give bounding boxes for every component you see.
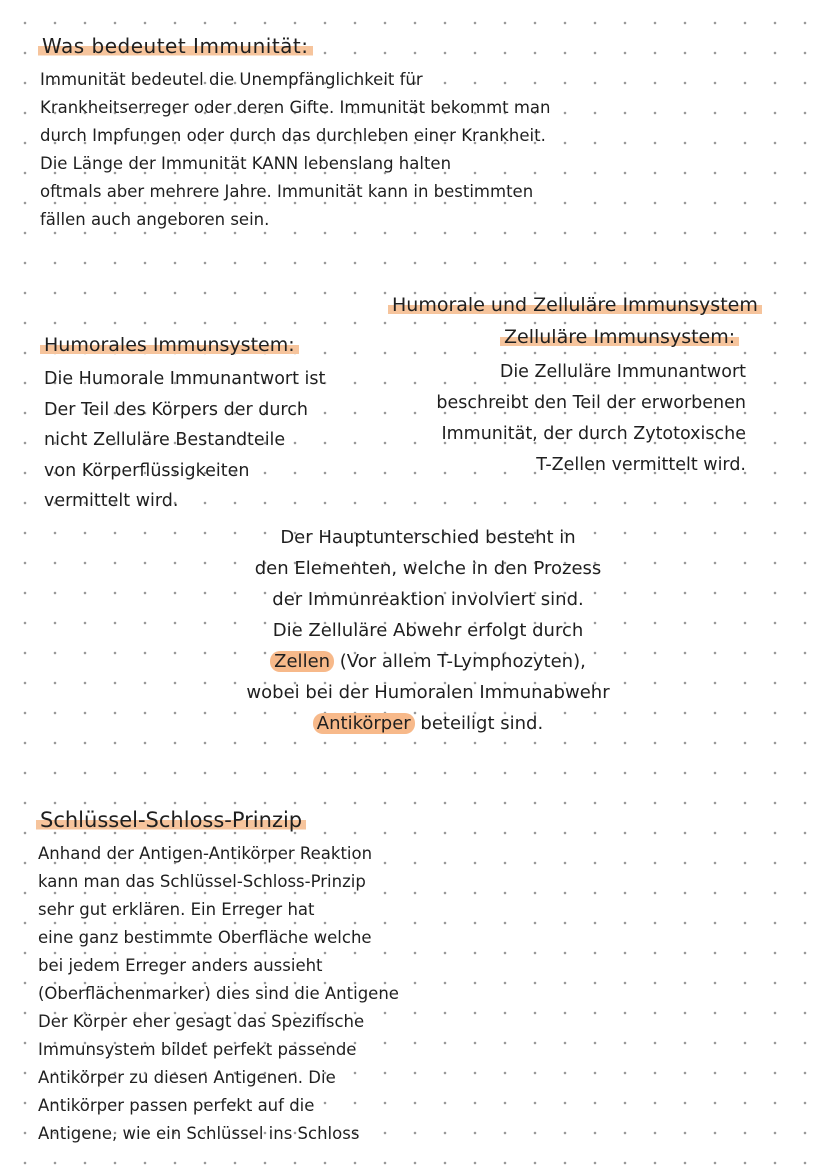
- text-line: bei jedem Erreger anders aussieht: [38, 956, 323, 975]
- text-line: Antikörper zu diesen Antigenen. Die: [38, 1068, 336, 1087]
- text-line: nicht Zelluläre Bestandteile: [44, 430, 286, 450]
- text-line: der Immunreaktion involviert sind.: [272, 589, 584, 610]
- text-line: kann man das Schlüssel-Schloss-Prinzip: [38, 872, 366, 891]
- text-line: Der Hauptunterschied besteht in: [280, 527, 576, 548]
- section-title-immunitaet-text: Was bedeutet Immunität:: [38, 34, 313, 58]
- text-line: durch Impfungen oder durch das durchleben einer Krankheit.: [40, 126, 546, 145]
- section-body-zellulaer: [436, 357, 746, 481]
- comparison-title: [388, 294, 762, 316]
- text-line: wobei bei der Humoralen Immunabwehr: [246, 682, 610, 703]
- section-body-schluessel: [38, 840, 399, 1148]
- text-line: T-Zellen vermittelt wird.: [536, 455, 746, 475]
- text-line: Immunsystem bildet perfekt passende: [38, 1040, 357, 1059]
- text-line: vermittelt wird.: [44, 491, 179, 511]
- text-fragment: (Vor allem T-Lymphozyten),: [334, 651, 586, 672]
- text-line: Der Körper eher gesagt das Spezifische: [38, 1012, 365, 1031]
- text-line: beschreibt den Teil der erworbenen: [436, 393, 746, 413]
- text-line: von Körperflüssigkeiten: [44, 460, 250, 481]
- text-line: Anhand der Antigen-Antikörper Reaktion: [38, 844, 373, 863]
- section-title-schluessel-text: Schlüssel-Schloss-Prinzip: [36, 808, 306, 832]
- text-fragment: beteiligt sind.: [414, 713, 544, 734]
- text-line: den Elementen, welche in den Prozess: [254, 558, 602, 579]
- section-body-unterschied: [200, 522, 656, 739]
- text-line: [200, 708, 656, 739]
- text-line: Die Zelluläre Abwehr erfolgt durch: [272, 620, 584, 641]
- text-line: Die Länge der Immunität KANN lebenslang halten: [40, 154, 452, 173]
- section-title-immunitaet: [38, 34, 313, 58]
- comparison-title-text: Humorale und Zelluläre Immunsystem: [388, 294, 762, 316]
- text-line: Die Zelluläre Immunantwort: [499, 362, 746, 382]
- section-title-schluessel: [36, 808, 306, 832]
- text-line: Die Humorale Immunantwort ist: [44, 369, 326, 389]
- text-line: Immunität, der durch Zytotoxische: [441, 424, 746, 444]
- text-line: eine ganz bestimmte Oberfläche welche: [38, 928, 372, 947]
- section-body-immunitaet: [40, 66, 551, 234]
- section-title-humoral-text: Humorales Immunsystem:: [40, 334, 299, 356]
- text-line: [200, 646, 656, 677]
- text-line: fällen auch angeboren sein.: [40, 210, 270, 229]
- highlight-antikoerper: Antikörper: [313, 713, 415, 734]
- text-line: (Oberflächenmarker) dies sind die Antigene: [38, 984, 399, 1003]
- text-line: Der Teil des Körpers der durch: [44, 399, 308, 420]
- section-body-humoral: [44, 364, 325, 517]
- text-line: oftmals aber mehrere Jahre. Immunität kann in bestimmten: [40, 182, 534, 201]
- section-title-zellulaer: [500, 326, 739, 348]
- text-line: sehr gut erklären. Ein Erreger hat: [38, 900, 315, 919]
- text-line: Antigene, wie ein Schlüssel ins Schloss: [38, 1124, 360, 1143]
- text-line: Antikörper passen perfekt auf die: [38, 1096, 315, 1115]
- section-title-zellulaer-text: Zelluläre Immunsystem:: [500, 326, 739, 348]
- text-line: Immunität bedeutel die Unempfänglichkeit für: [40, 70, 423, 89]
- text-line: Krankheitserreger oder deren Gifte. Immunität bekommt man: [40, 98, 551, 117]
- section-title-humoral: [40, 334, 299, 356]
- highlight-zellen: Zellen: [270, 651, 334, 672]
